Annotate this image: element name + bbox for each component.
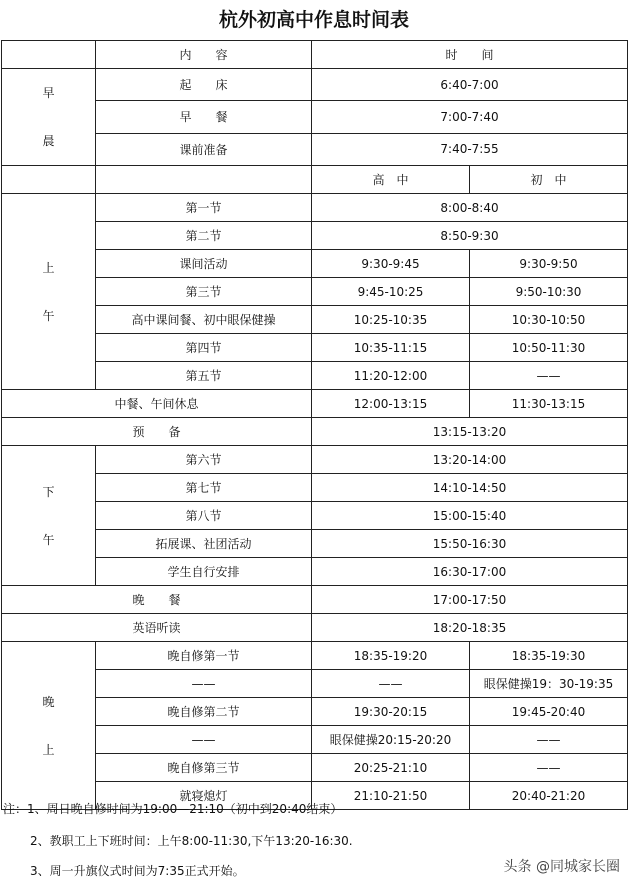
row-label: 预 备 <box>2 418 312 446</box>
row-label: 第三节 <box>96 278 312 306</box>
period-morning: 早 晨 <box>2 69 96 166</box>
table-row <box>2 306 628 334</box>
table-row <box>2 166 628 194</box>
high-time: 9:45-10:25 <box>312 278 470 306</box>
row-label: 第六节 <box>96 446 312 474</box>
row-time: 15:00-15:40 <box>312 502 628 530</box>
middle-time: 11:30-13:15 <box>470 390 628 418</box>
middle-time: 19:45-20:40 <box>470 698 628 726</box>
table-row <box>2 418 628 446</box>
high-time: 20:25-21:10 <box>312 754 470 782</box>
middle-time: 9:30-9:50 <box>470 250 628 278</box>
high-time: 19:30-20:15 <box>312 698 470 726</box>
table-row <box>2 41 628 69</box>
middle-time: 9:50-10:30 <box>470 278 628 306</box>
row-time: 18:20-18:35 <box>312 614 628 642</box>
row-label: 中餐、午间休息 <box>2 390 312 418</box>
table-row <box>2 474 628 502</box>
table-row <box>2 362 628 390</box>
row-time: 14:10-14:50 <box>312 474 628 502</box>
table-row <box>2 558 628 586</box>
table-row <box>2 278 628 306</box>
table-row <box>2 586 628 614</box>
row-time: 16:30-17:00 <box>312 558 628 586</box>
header-time: 时 间 <box>312 41 628 69</box>
row-label: 高中课间餐、初中眼保健操 <box>96 306 312 334</box>
header-content: 内 容 <box>96 41 312 69</box>
subheader-middle: 初 中 <box>470 166 628 194</box>
table-row <box>2 642 628 670</box>
note-2: 2、教职工上下班时间：上午8:00-11:30,下午13:20-16:30. <box>30 834 353 848</box>
table-row <box>2 194 628 222</box>
row-label: 晚自修第二节 <box>96 698 312 726</box>
high-time: 18:35-19:20 <box>312 642 470 670</box>
middle-time: 10:50-11:30 <box>470 334 628 362</box>
table-row <box>2 502 628 530</box>
table-row <box>2 133 628 165</box>
middle-time: —— <box>470 726 628 754</box>
row-label: 拓展课、社团活动 <box>96 530 312 558</box>
row-label: 学生自行安排 <box>96 558 312 586</box>
middle-time: —— <box>470 754 628 782</box>
period-evening: 晚 上 <box>2 642 96 810</box>
table-row <box>2 101 628 133</box>
period-am: 上 午 <box>2 194 96 390</box>
middle-time: 眼保健操19：30-19:35 <box>470 670 628 698</box>
row-time: 7:40-7:55 <box>312 133 628 165</box>
row-label: 第八节 <box>96 502 312 530</box>
middle-time: 18:35-19:30 <box>470 642 628 670</box>
row-time: 7:00-7:40 <box>312 101 628 133</box>
subheader-high: 高 中 <box>312 166 470 194</box>
row-label: 第二节 <box>96 222 312 250</box>
high-time: —— <box>312 670 470 698</box>
table-row <box>2 334 628 362</box>
blank-cell <box>2 166 96 194</box>
table-row <box>2 530 628 558</box>
row-label: 第五节 <box>96 362 312 390</box>
blank-cell <box>96 166 312 194</box>
row-label: 晚自修第三节 <box>96 754 312 782</box>
row-label: 英语听读 <box>2 614 312 642</box>
row-label: —— <box>96 726 312 754</box>
table-row <box>2 446 628 474</box>
row-time: 13:20-14:00 <box>312 446 628 474</box>
row-label: 晚自修第一节 <box>96 642 312 670</box>
row-time: 17:00-17:50 <box>312 586 628 614</box>
row-label: 就寝熄灯 <box>96 782 312 810</box>
high-time: 11:20-12:00 <box>312 362 470 390</box>
high-time: 12:00-13:15 <box>312 390 470 418</box>
note-1: 注：1、周日晚自修时间为19:00—21:10（初中到20:40结束） <box>3 802 343 816</box>
high-time: 眼保健操20:15-20:20 <box>312 726 470 754</box>
table-row <box>2 222 628 250</box>
table-row <box>2 726 628 754</box>
middle-time: —— <box>470 362 628 390</box>
row-label: 晚 餐 <box>2 586 312 614</box>
middle-time: 20:40-21:20 <box>470 782 628 810</box>
table-row <box>2 754 628 782</box>
header-blank-cell <box>2 41 96 69</box>
row-label: 第七节 <box>96 474 312 502</box>
row-label: —— <box>96 670 312 698</box>
high-time: 10:25-10:35 <box>312 306 470 334</box>
row-label: 早 餐 <box>96 101 312 133</box>
row-time: 6:40-7:00 <box>312 69 628 101</box>
row-label: 课前准备 <box>96 133 312 165</box>
row-time: 15:50-16:30 <box>312 530 628 558</box>
table-row <box>2 614 628 642</box>
row-label: 起 床 <box>96 69 312 101</box>
row-label: 第四节 <box>96 334 312 362</box>
table-row <box>2 69 628 101</box>
page-title: 杭外初高中作息时间表 <box>218 9 409 31</box>
middle-time: 10:30-10:50 <box>470 306 628 334</box>
schedule-table <box>1 40 628 810</box>
note-3: 3、周一升旗仪式时间为7:35正式开始。 <box>30 864 245 878</box>
high-time: 9:30-9:45 <box>312 250 470 278</box>
table-row <box>2 250 628 278</box>
table-row <box>2 390 628 418</box>
table-row <box>2 698 628 726</box>
high-time: 21:10-21:50 <box>312 782 470 810</box>
row-time: 8:50-9:30 <box>312 222 628 250</box>
row-label: 课间活动 <box>96 250 312 278</box>
table-row <box>2 670 628 698</box>
watermark: 头条 @同城家长圈 <box>503 859 620 875</box>
row-label: 第一节 <box>96 194 312 222</box>
row-time: 8:00-8:40 <box>312 194 628 222</box>
high-time: 10:35-11:15 <box>312 334 470 362</box>
period-pm: 下 午 <box>2 446 96 586</box>
row-time: 13:15-13:20 <box>312 418 628 446</box>
